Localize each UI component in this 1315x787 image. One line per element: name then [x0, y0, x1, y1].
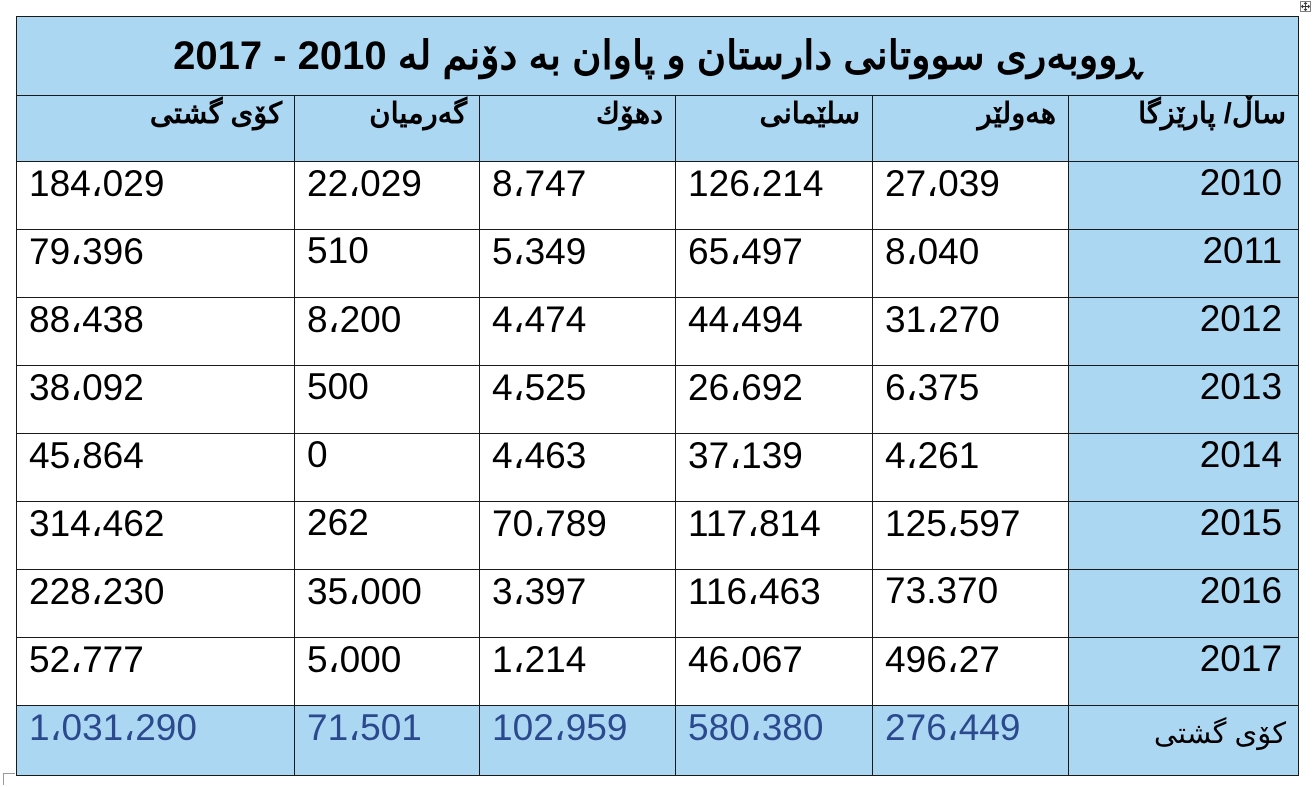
value-cell-garmiyan[interactable]: 510 — [295, 230, 480, 298]
table-move-handle-icon[interactable] — [1300, 1, 1311, 12]
year-cell[interactable]: 2011 — [1069, 230, 1299, 298]
year-cell[interactable]: 2012 — [1069, 298, 1299, 366]
year-cell[interactable]: 2016 — [1069, 570, 1299, 638]
table-row — [17, 230, 1299, 298]
value-cell-erbil[interactable]: 8،040 — [873, 230, 1069, 298]
total-cell-erbil[interactable]: 276،449 — [873, 706, 1069, 776]
value-cell-sulaymaniyah[interactable]: 126،214 — [676, 162, 873, 230]
text-boundary-corner — [3, 773, 15, 785]
table-row — [17, 570, 1299, 638]
total-cell-duhok[interactable]: 102،959 — [480, 706, 676, 776]
value-cell-total[interactable]: 79،396 — [17, 230, 295, 298]
value-cell-sulaymaniyah[interactable]: 117،814 — [676, 502, 873, 570]
value-cell-total[interactable]: 228،230 — [17, 570, 295, 638]
header-row — [17, 96, 1299, 162]
value-cell-sulaymaniyah[interactable]: 44،494 — [676, 298, 873, 366]
value-cell-garmiyan[interactable]: 500 — [295, 366, 480, 434]
table-row — [17, 366, 1299, 434]
value-cell-garmiyan[interactable]: 262 — [295, 502, 480, 570]
header-duhok[interactable]: دهۆك — [480, 96, 676, 162]
value-cell-erbil[interactable]: 6،375 — [873, 366, 1069, 434]
value-cell-duhok[interactable]: 4،525 — [480, 366, 676, 434]
value-cell-erbil[interactable]: 4،261 — [873, 434, 1069, 502]
value-cell-garmiyan[interactable]: 0 — [295, 434, 480, 502]
header-garmiyan[interactable]: گەرمیان — [295, 96, 480, 162]
table-row — [17, 162, 1299, 230]
value-cell-total[interactable]: 45،864 — [17, 434, 295, 502]
table-row — [17, 434, 1299, 502]
value-cell-duhok[interactable]: 3،397 — [480, 570, 676, 638]
value-cell-duhok[interactable]: 5،349 — [480, 230, 676, 298]
value-cell-garmiyan[interactable]: 5،000 — [295, 638, 480, 706]
year-cell[interactable]: 2013 — [1069, 366, 1299, 434]
value-cell-erbil[interactable]: 73.370 — [873, 570, 1069, 638]
total-row — [17, 706, 1299, 776]
year-cell[interactable]: 2014 — [1069, 434, 1299, 502]
table-title[interactable]: ڕووبەری سووتانی دارستان و پاوان بە دۆنم لە 2010 - 2017 — [17, 17, 1299, 96]
value-cell-duhok[interactable]: 8،747 — [480, 162, 676, 230]
header-total[interactable]: كۆی گشتی — [17, 96, 295, 162]
value-cell-total[interactable]: 314،462 — [17, 502, 295, 570]
value-cell-total[interactable]: 184،029 — [17, 162, 295, 230]
header-sulaymaniyah[interactable]: سلێمانی — [676, 96, 873, 162]
total-cell-garmiyan[interactable]: 71،501 — [295, 706, 480, 776]
year-cell[interactable]: 2015 — [1069, 502, 1299, 570]
value-cell-total[interactable]: 38،092 — [17, 366, 295, 434]
table-row — [17, 638, 1299, 706]
value-cell-duhok[interactable]: 4،463 — [480, 434, 676, 502]
value-cell-erbil[interactable]: 27،039 — [873, 162, 1069, 230]
value-cell-garmiyan[interactable]: 8،200 — [295, 298, 480, 366]
value-cell-duhok[interactable]: 1،214 — [480, 638, 676, 706]
value-cell-erbil[interactable]: 31،270 — [873, 298, 1069, 366]
header-erbil[interactable]: هەولێر — [873, 96, 1069, 162]
burned-area-table — [16, 16, 1299, 776]
value-cell-sulaymaniyah[interactable]: 46،067 — [676, 638, 873, 706]
value-cell-duhok[interactable]: 4،474 — [480, 298, 676, 366]
value-cell-sulaymaniyah[interactable]: 26،692 — [676, 366, 873, 434]
table-row — [17, 502, 1299, 570]
value-cell-garmiyan[interactable]: 22،029 — [295, 162, 480, 230]
total-cell-sulaymaniyah[interactable]: 580،380 — [676, 706, 873, 776]
value-cell-sulaymaniyah[interactable]: 37،139 — [676, 434, 873, 502]
value-cell-garmiyan[interactable]: 35،000 — [295, 570, 480, 638]
value-cell-sulaymaniyah[interactable]: 116،463 — [676, 570, 873, 638]
total-label[interactable]: كۆی گشتی — [1069, 706, 1299, 776]
value-cell-total[interactable]: 52،777 — [17, 638, 295, 706]
value-cell-duhok[interactable]: 70،789 — [480, 502, 676, 570]
value-cell-sulaymaniyah[interactable]: 65،497 — [676, 230, 873, 298]
table-row — [17, 298, 1299, 366]
year-cell[interactable]: 2010 — [1069, 162, 1299, 230]
value-cell-erbil[interactable]: 125،597 — [873, 502, 1069, 570]
header-year-province[interactable]: ساڵ/ پارێزگا — [1069, 96, 1299, 162]
value-cell-erbil[interactable]: 496،27 — [873, 638, 1069, 706]
value-cell-total[interactable]: 88،438 — [17, 298, 295, 366]
total-cell-total[interactable]: 1،031،290 — [17, 706, 295, 776]
year-cell[interactable]: 2017 — [1069, 638, 1299, 706]
